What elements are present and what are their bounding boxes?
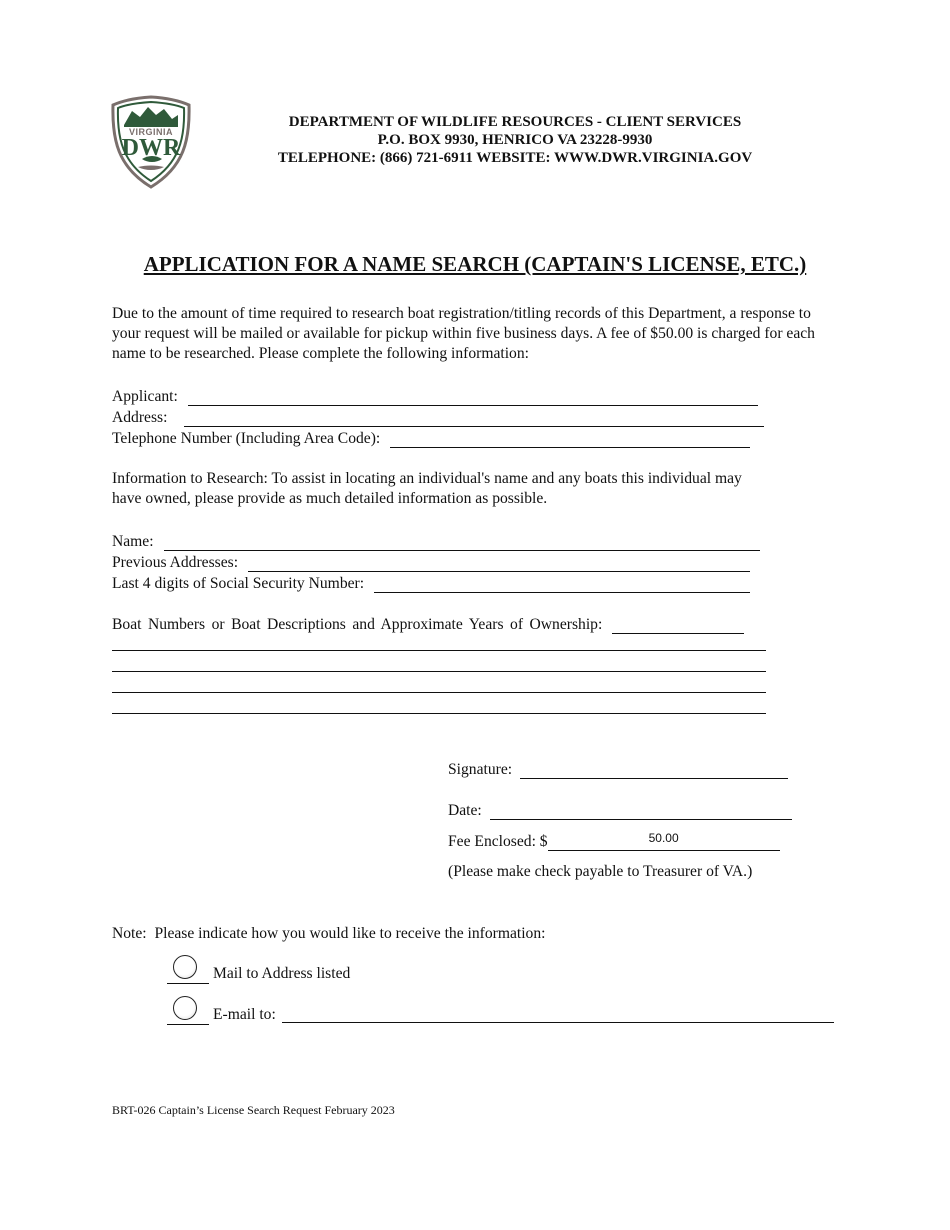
applicant-row — [112, 386, 758, 406]
mail-option-label: Mail to Address listed — [213, 965, 351, 982]
email-field[interactable] — [282, 1006, 834, 1023]
signature-label: Signature: — [448, 761, 513, 778]
research-intro-paragraph: Information to Research: To assist in locating an individual's name and any boats this individual may have owned, please provide as much detailed information as possible. — [112, 470, 742, 507]
signature-row — [448, 759, 788, 779]
logo-agency-text: DWR — [121, 135, 181, 161]
address-label: Address: — [112, 409, 168, 426]
dwr-logo — [110, 95, 192, 189]
signature-field[interactable] — [520, 762, 788, 779]
telephone-label: Telephone Number (Including Area Code): — [112, 430, 381, 447]
boats-extra-line-4[interactable] — [112, 713, 766, 714]
logo-state-text: VIRGINIA — [128, 127, 173, 137]
header-line-2: P.O. BOX 9930, HENRICO VA 23228-9930 — [377, 132, 653, 148]
address-field[interactable] — [184, 410, 764, 427]
email-option-slot — [167, 996, 209, 1025]
agency-header — [240, 113, 790, 167]
name-row — [112, 531, 760, 551]
mail-radio-button[interactable] — [173, 955, 197, 979]
header-line-1: DEPARTMENT OF WILDLIFE RESOURCES - CLIENT SERVICES — [288, 114, 742, 130]
boats-extra-line-3[interactable] — [112, 692, 766, 693]
mail-option-slot — [167, 955, 209, 984]
email-option[interactable] — [167, 996, 834, 1025]
boats-extra-line-1[interactable] — [112, 650, 766, 651]
date-field[interactable] — [490, 803, 792, 820]
previous-addresses-label: Previous Addresses: — [112, 554, 239, 571]
fee-label: Fee Enclosed: $ — [448, 833, 548, 850]
header-line-3: TELEPHONE: (866) 721-6911 WEBSITE: WWW.DWR.VIRGINIA.GOV — [277, 150, 753, 166]
form-title: APPLICATION FOR A NAME SEARCH (CAPTAIN'S LICENSE, ETC.) — [143, 252, 807, 276]
check-note-text: (Please make check payable to Treasurer of VA.) — [448, 863, 753, 880]
boats-label: Boat Numbers or Boat Descriptions and Approximate Years of Ownership: — [112, 616, 603, 633]
fee-row — [448, 831, 780, 851]
check-note — [448, 861, 752, 881]
mail-option[interactable] — [167, 955, 350, 984]
telephone-row — [112, 428, 750, 448]
ssn-label: Last 4 digits of Social Security Number: — [112, 575, 365, 592]
ssn-field[interactable] — [374, 576, 750, 593]
applicant-field[interactable] — [188, 389, 758, 406]
previous-addresses-row — [112, 552, 750, 572]
fee-field[interactable]: 50.00 — [548, 832, 780, 851]
applicant-label: Applicant: — [112, 388, 178, 405]
date-row — [448, 800, 792, 820]
email-radio-button[interactable] — [173, 996, 197, 1020]
boats-field[interactable] — [612, 617, 744, 634]
intro-paragraph: Due to the amount of time required to research boat registration/titling records of this Department, a response to your request will be mailed or available for pickup within five business days. A fee of $50.00 is charged for each name to be researched. Please complete the following information: — [112, 305, 815, 362]
address-row — [112, 407, 764, 427]
telephone-field[interactable] — [390, 431, 750, 448]
boats-extra-line-2[interactable] — [112, 671, 766, 672]
previous-addresses-field[interactable] — [248, 555, 750, 572]
form-footer: BRT-026 Captain’s License Search Request February 2023 — [112, 1103, 395, 1117]
name-label: Name: — [112, 533, 154, 550]
date-label: Date: — [448, 802, 482, 819]
email-option-label: E-mail to: — [213, 1006, 276, 1023]
delivery-note: Note: Please indicate how you would like to receive the information: — [112, 925, 546, 942]
name-field[interactable] — [164, 534, 760, 551]
ssn-row — [112, 573, 750, 593]
boats-row — [112, 614, 744, 634]
